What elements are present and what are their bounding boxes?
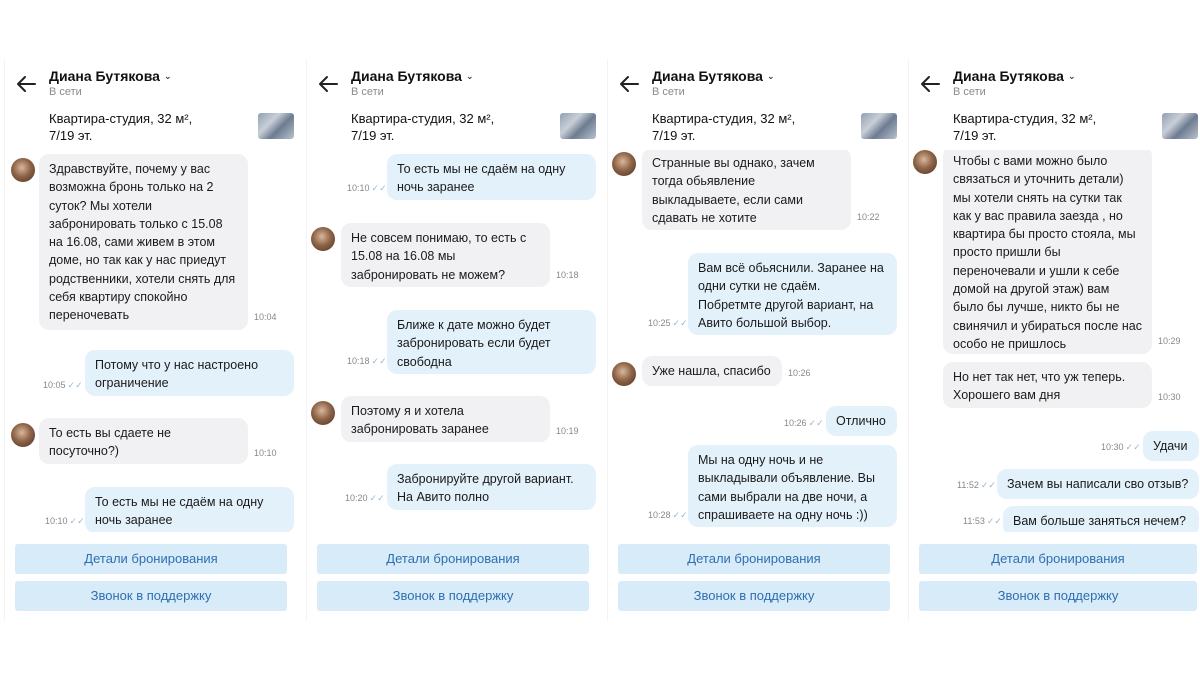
back-arrow-icon[interactable] <box>919 74 941 94</box>
message-text: Зачем вы написали сво отзыв? <box>997 469 1199 499</box>
message-time: 10:18 <box>556 270 579 280</box>
support-call-button[interactable]: Звонок в поддержку <box>317 581 589 611</box>
message-time: 11:52 ✓✓ <box>957 480 996 490</box>
chat-actions <box>608 536 901 620</box>
message-time: 10:30 <box>1158 392 1181 402</box>
message-text: Потому что у нас настроено ограничение <box>85 350 294 396</box>
contact-name[interactable]: Диана Бутякова ⌄ <box>351 68 474 84</box>
chevron-down-icon: ⌄ <box>766 71 775 81</box>
back-arrow-icon[interactable] <box>317 74 339 94</box>
message-text: Удачи <box>1143 431 1199 461</box>
read-check-icon: ✓✓ <box>69 516 85 526</box>
message-text: Ближе к дате можно будет забронировать если будет свободна <box>387 310 596 374</box>
listing-thumbnail <box>258 113 294 139</box>
chat-screen-3 <box>607 60 901 620</box>
message-time: 10:05 ✓✓ <box>43 380 83 390</box>
message-time: 10:10 ✓✓ <box>45 516 85 526</box>
listing-thumbnail <box>1162 113 1198 139</box>
support-call-button[interactable]: Звонок в поддержку <box>15 581 287 611</box>
back-arrow-icon[interactable] <box>15 74 37 94</box>
chat-screen-4 <box>908 60 1200 620</box>
chat-screen-2 <box>306 60 600 620</box>
chat-actions <box>5 536 298 620</box>
read-check-icon: ✓✓ <box>980 480 996 490</box>
message-text: Странные вы однако, зачем тогда обьявление выкладываете, если сами сдавать не хотите <box>642 150 851 230</box>
listing-title: Квартира-студия, 32 м², 7/19 эт. <box>652 111 796 143</box>
message-text: Поэтому я и хотела забронировать заранее <box>341 396 550 442</box>
listing-title: Квартира-студия, 32 м², 7/19 эт. <box>351 111 495 143</box>
chat-header <box>909 60 1200 106</box>
message-text: То есть вы сдаете не посуточно?) <box>39 418 248 464</box>
listing-card[interactable] <box>608 106 901 148</box>
avatar <box>11 423 35 447</box>
contact-name[interactable]: Диана Бутякова ⌄ <box>953 68 1076 84</box>
message-time: 11:53 ✓✓ <box>963 516 1002 526</box>
read-check-icon: ✓✓ <box>808 418 824 428</box>
booking-details-button[interactable]: Детали бронирования <box>919 544 1197 574</box>
online-status: В сети <box>652 86 685 98</box>
message-text: Чтобы с вами можно было связаться и уточнить детали) мы хотели снять на сутки так как у вас правила заезда , но квартира бы просто стояла, мы просто пришли бы переночевали и ушли к себе домой на другой этаж) вам было бы лучше, никто бы не свинячил и убираться после нас особо не пришлось <box>943 150 1152 354</box>
listing-card[interactable] <box>909 106 1200 148</box>
listing-title: Квартира-студия, 32 м², 7/19 эт. <box>953 111 1097 143</box>
message-time: 10:26 <box>788 368 811 378</box>
message-text: То есть мы не сдаём на одну ночь заранее <box>387 154 596 200</box>
booking-details-button[interactable]: Детали бронирования <box>317 544 589 574</box>
avatar <box>913 150 937 174</box>
booking-details-button[interactable]: Детали бронирования <box>618 544 890 574</box>
message-text: Вам больше заняться нечем? <box>1003 506 1199 532</box>
message-time: 10:28 ✓✓ <box>648 510 688 520</box>
chat-header <box>5 60 298 106</box>
message-text: Забронируйте другой вариант. На Авито полно <box>387 464 596 510</box>
support-call-button[interactable]: Звонок в поддержку <box>919 581 1197 611</box>
message-text: Не совсем понимаю, то есть с 15.08 на 16.08 мы забронировать не можем? <box>341 223 550 287</box>
message-time: 10:22 <box>857 212 880 222</box>
read-check-icon: ✓✓ <box>1125 442 1141 452</box>
read-check-icon: ✓✓ <box>371 356 387 366</box>
message-list[interactable] <box>608 150 901 532</box>
message-time: 10:10 ✓✓ <box>347 183 387 193</box>
listing-thumbnail <box>560 113 596 139</box>
avatar <box>11 158 35 182</box>
message-list[interactable] <box>909 150 1200 532</box>
message-list[interactable] <box>307 150 600 532</box>
message-time: 10:29 <box>1158 336 1181 346</box>
chat-header <box>608 60 901 106</box>
listing-card[interactable] <box>307 106 600 148</box>
message-text: Но нет так нет, что уж теперь. Хорошего вам дня <box>943 362 1152 408</box>
chat-screen-1 <box>4 60 298 620</box>
message-text: Уже нашла, спасибо <box>642 356 782 386</box>
listing-thumbnail <box>861 113 897 139</box>
message-text: То есть мы не сдаём на одну ночь заранее <box>85 487 294 532</box>
back-arrow-icon[interactable] <box>618 74 640 94</box>
listing-card[interactable] <box>5 106 298 148</box>
message-time: 10:26 ✓✓ <box>784 418 824 428</box>
read-check-icon: ✓✓ <box>986 516 1002 526</box>
avatar <box>311 227 335 251</box>
message-text: Здравствуйте, почему у вас возможна бронь только на 2 суток? Мы хотели забронировать только с 15.08 на 16.08, сами живем в этом доме, но так как у нас приедут родственники, хотели снять для себя квартиру спокойно переночевать <box>39 154 248 330</box>
message-time: 10:25 ✓✓ <box>648 318 688 328</box>
message-time: 10:04 <box>254 312 277 322</box>
avatar <box>311 401 335 425</box>
read-check-icon: ✓✓ <box>672 318 688 328</box>
chevron-down-icon: ⌄ <box>465 71 474 81</box>
read-check-icon: ✓✓ <box>369 493 385 503</box>
chevron-down-icon: ⌄ <box>1067 71 1076 81</box>
read-check-icon: ✓✓ <box>371 183 387 193</box>
read-check-icon: ✓✓ <box>672 510 688 520</box>
message-text: Мы на одну ночь и не выкладывали объявление. Вы сами выбрали на две ночи, а спрашиваете на одну ночь :)) <box>688 445 897 527</box>
avatar <box>612 362 636 386</box>
chat-actions <box>307 536 600 620</box>
contact-name[interactable]: Диана Бутякова ⌄ <box>49 68 172 84</box>
message-list[interactable] <box>5 150 298 532</box>
chevron-down-icon: ⌄ <box>163 71 172 81</box>
chat-header <box>307 60 600 106</box>
message-text: Вам всё обьяснили. Заранее на одни сутки не сдаём. Побретмте другой вариант, на Авито большой выбор. <box>688 253 897 335</box>
message-time: 10:30 ✓✓ <box>1101 442 1141 452</box>
online-status: В сети <box>49 86 82 98</box>
message-time: 10:10 <box>254 448 277 458</box>
online-status: В сети <box>953 86 986 98</box>
read-check-icon: ✓✓ <box>67 380 83 390</box>
message-time: 10:19 <box>556 426 579 436</box>
online-status: В сети <box>351 86 384 98</box>
listing-title: Квартира-студия, 32 м², 7/19 эт. <box>49 111 193 143</box>
contact-name[interactable]: Диана Бутякова ⌄ <box>652 68 775 84</box>
booking-details-button[interactable]: Детали бронирования <box>15 544 287 574</box>
avatar <box>612 152 636 176</box>
message-time: 10:18 ✓✓ <box>347 356 387 366</box>
message-text: Отлично <box>826 406 897 436</box>
message-time: 10:20 ✓✓ <box>345 493 385 503</box>
support-call-button[interactable]: Звонок в поддержку <box>618 581 890 611</box>
chat-actions <box>909 536 1200 620</box>
